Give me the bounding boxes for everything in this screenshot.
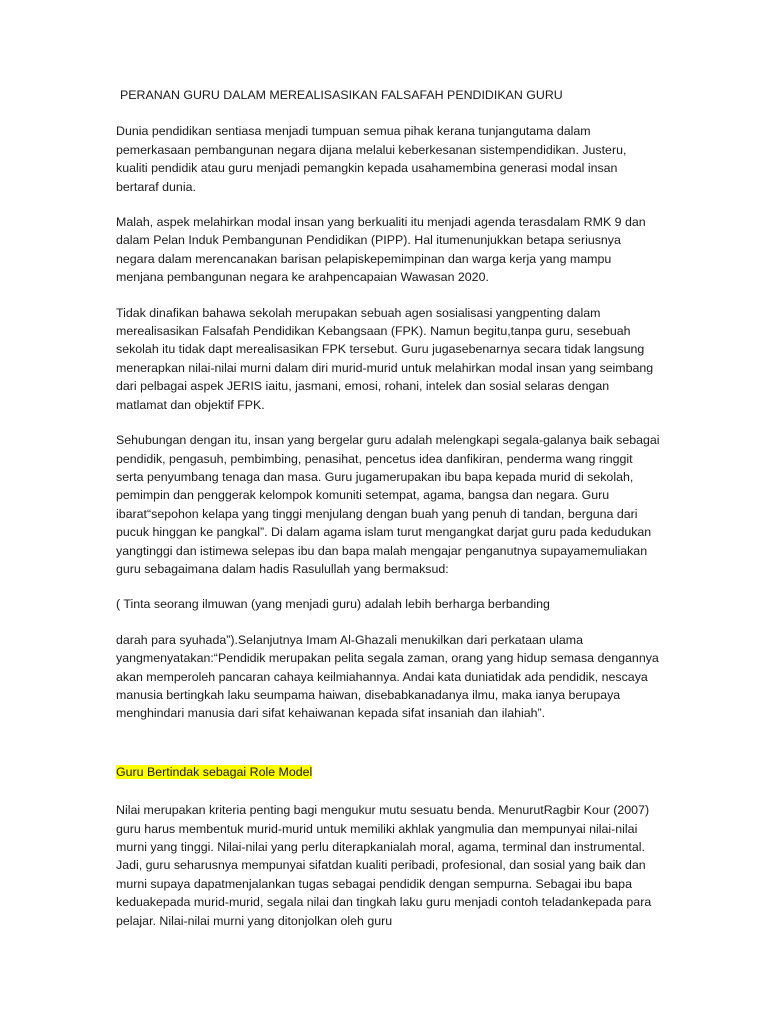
section-heading: Guru Bertindak sebagai Role Model: [116, 764, 313, 779]
section-heading-wrap: [116, 763, 661, 781]
document-title: PERANAN GURU DALAM MEREALISASIKAN FALSAFAH PENDIDIKAN GURU: [120, 88, 563, 102]
paragraph-1: Dunia pendidikan sentiasa menjadi tumpuan semua pihak kerana tunjangutama dalam pemerkasaan pembangunan negara dijana melalui keberkesanan sistempendidikan. Justeru, kualiti pendidik atau guru menjadi pemangkin kepada usahamembina generasi modal insan bertaraf dunia.: [116, 124, 627, 194]
paragraph-4: Sehubungan dengan itu, insan yang bergelar guru adalah melengkapi segala-galanya baik sebagai pendidik, pengasuh, pembimbing, penasihat, pencetus idea danfikiran, penderma wang ringgit serta penyumbang tenaga dan masa. Guru jugamerupakan ibu bapa kepada murid di sekolah, pemimpin dan penggerak kelompok komuniti setempat, agama, bangsa dan negara. Guru ibarat“sepohon kelapa yang tinggi menjulang dengan buah yang penuh di tandan, berguna dari pucuk hinggan ke pangkal”. Di dalam agama islam turut mengangkat darjat guru pada kedudukan yangtinggi dan istimewa selepas ibu dan bapa malah mengajar penganutnya supayamemuliakan guru sebagaimana dalam hadis Rasulullah yang bermaksud:: [116, 433, 660, 576]
section-paragraph: Nilai merupakan kriteria penting bagi mengukur mutu sesuatu benda. MenurutRagbir Kour (2007) guru harus membentuk murid-murid untuk memiliki akhlak yangmulia dan mempunyai nilai-nilai murni yang tinggi. Nilai-nilai yang perlu diterapkanialah moral, agama, terminal dan instrumental. Jadi, guru seharusnya mempunyai sifatdan kualiti peribadi, profesional, dan sosial yang baik dan murni supaya dapatmenjalankan tugas sebagai pendidik dengan sempurna. Sebagai ibu bapa keduakepada murid-murid, segala nilai dan tingkah laku guru menjadi contoh teladankepada para pelajar. Nilai-nilai murni yang ditonjolkan oleh guru: [116, 803, 652, 928]
paragraph-6: darah para syuhada”).Selanjutnya Imam Al-Ghazali menukilkan dari perkataan ulama yangmenyatakan:“Pendidik merupakan pelita segala zaman, orang yang hidup semasa dengannya akan memperoleh pancaran cahaya keilmiahannya. Andai kata duniatidak ada pendidik, nescaya manusia bertingkah laku seumpama haiwan, disebabkanadanya ilmu, maka ianya berupaya menghindari manusia dari sifat kehaiwanan kepada sifat insaniah dan ilahiah”.: [116, 632, 659, 721]
paragraph-5: ( Tinta seorang ilmuwan (yang menjadi guru) adalah lebih berharga berbanding: [116, 597, 550, 612]
paragraph-2: Malah, aspek melahirkan modal insan yang berkualiti itu menjadi agenda terasdalam RMK 9 dan dalam Pelan Induk Pembangunan Pendidikan (PIPP). Hal itumenunjukkan betapa seriusnya negara dalam merencanakan barisan pelapiskepemimpinan dan warga kerja yang mampu menjana pembangunan negara ke arahpencapaian Wawasan 2020.: [116, 215, 646, 285]
document-body: [116, 86, 661, 947]
paragraph-3: Tidak dinafikan bahawa sekolah merupakan sebuah agen sosialisasi yangpenting dalam merealisasikan Falsafah Pendidikan Kebangsaan (FPK). Namun begitu,tanpa guru, sesebuah sekolah itu tidak dapt merealisasikan FPK tersebut. Guru jugasebenarnya secara tidak langsung menerapkan nilai-nilai murni dalam diri murid-murid untuk melahirkan modal insan yang seimbang dari pelbagai aspek JERIS iaitu, jasmani, emosi, rohani, intelek dan sosial selaras dengan matlamat dan objektif FPK.: [116, 305, 654, 412]
